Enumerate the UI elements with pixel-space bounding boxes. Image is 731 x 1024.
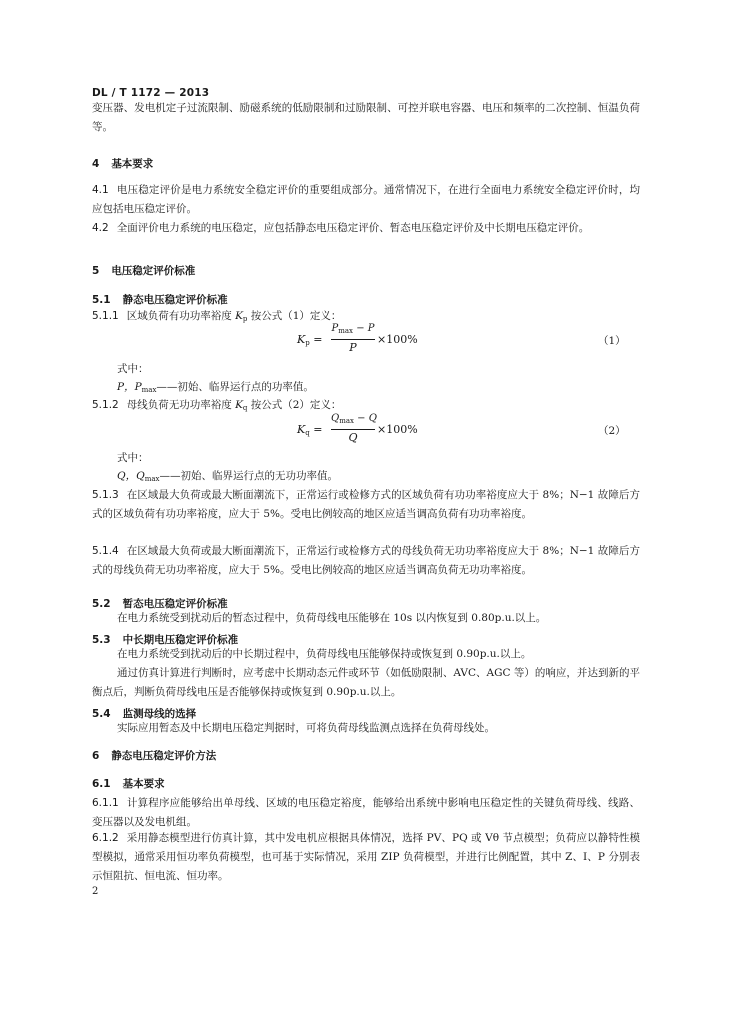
page-header: DL / T 1172 — 2013 xyxy=(92,87,210,99)
clause-text-post: 按公式（2）定义： xyxy=(247,399,342,411)
clause-text-pre: 母线负荷无功功率裕度 xyxy=(126,399,236,411)
clause-4-1 xyxy=(92,181,640,219)
page-number: 2 xyxy=(92,886,99,897)
clause-5-1-3 xyxy=(92,486,640,524)
section-number: 4 xyxy=(92,158,100,170)
eq-rhs: ×100% xyxy=(377,423,418,436)
clause-number: 6.1.1 xyxy=(92,797,119,809)
section-title: 基本要求 xyxy=(111,158,154,170)
section-title: 静态电压稳定评价方法 xyxy=(111,750,217,762)
section-title: 暂态电压稳定评价标准 xyxy=(122,598,228,610)
section-number: 5.1 xyxy=(92,294,111,306)
clause-6-1-1 xyxy=(92,794,640,832)
definition-1: P，$P_{max}——$初始、临界运行点的功率值。 xyxy=(117,381,314,394)
eq-denominator: Q xyxy=(348,431,358,444)
clause-5-4-text: 实际应用暂态及中长期电压稳定判据时，可将负荷母线监测点选择在负荷母线处。 xyxy=(117,722,495,734)
eq-rhs: ×100% xyxy=(377,333,418,346)
equation-1-label: （1） xyxy=(598,335,626,347)
clause-number: 4.1 xyxy=(92,184,109,196)
section-title: 电压稳定评价标准 xyxy=(111,265,196,277)
section-title: 中长期电压稳定评价标准 xyxy=(122,634,239,646)
eq-numerator: $P_{max} - P$ xyxy=(331,323,375,335)
section-number: 6.1 xyxy=(92,778,111,790)
section-number: 5 xyxy=(92,265,100,277)
symbol: K xyxy=(235,399,243,411)
section-title: 静态电压稳定评价标准 xyxy=(122,294,228,306)
clause-text-pre: 区域负荷有功功率裕度 xyxy=(126,310,236,322)
clause-text: 采用静态模型进行仿真计算，其中发电机应根据具体情况，选择 PV、PQ 或 Vθ 节点模型；负荷应以静特性模型模拟，通常采用恒功率负荷模型，也可基于实际情况，采用 ZIP 负荷模型，并进行比例配置，其中 Z、I、P 分别表示恒阻抗、恒电流、恒功率。 xyxy=(92,832,640,882)
clause-text: 电压稳定评价是电力系统安全稳定评价的重要组成部分。通常情况下，在进行全面电力系统安全稳定评价时，均应包括电压稳定评价。 xyxy=(92,184,640,215)
clause-number: 5.1.1 xyxy=(92,310,119,322)
section-5-heading xyxy=(92,263,195,278)
section-title: 基本要求 xyxy=(122,778,165,790)
clause-5-2-text: 在电力系统受到扰动后的暂态过程中，负荷母线电压能够在 10s 以内恢复到 0.80p.u.以上。 xyxy=(117,612,547,624)
intro-paragraph: 变压器、发电机定子过流限制、励磁系统的低励限制和过励限制、可控并联电容器、电压和频率的二次控制、恒温负荷等。 xyxy=(92,102,640,133)
symbol-sub: q xyxy=(242,404,248,412)
clause-text: 在区域最大负荷或最大断面潮流下，正常运行或检修方式的母线负荷无功功率裕度应大于 8%；N−1 故障后方式的母线负荷无功功率裕度，应大于 5%。受电比例较高的地区应适当调高负荷无功功率裕度。 xyxy=(92,545,640,576)
fraction-bar xyxy=(331,339,375,340)
eq-lhs-sub: q xyxy=(305,429,310,437)
eq-lhs: K xyxy=(297,423,306,436)
eq-fraction xyxy=(331,413,377,444)
clause-6-1-2 xyxy=(92,829,640,886)
clause-5-3-text-a: 在电力系统受到扰动后的中长期过程中，负荷母线电压能够保持或恢复到 0.90p.u.以上。 xyxy=(117,648,532,660)
clause-5-1-4 xyxy=(92,542,640,580)
clause-5-1-1 xyxy=(92,307,341,329)
symbol: K xyxy=(235,310,243,322)
clause-4-2 xyxy=(92,219,640,238)
section-6-heading xyxy=(92,748,216,763)
clause-number: 6.1.2 xyxy=(92,832,119,844)
section-4-heading xyxy=(92,156,153,171)
clause-number: 5.1.4 xyxy=(92,545,119,557)
eq-fraction xyxy=(331,323,375,354)
eq-numerator: $Q_{max} - Q$ xyxy=(331,413,377,425)
section-5-1-heading xyxy=(92,292,228,307)
definition-2: Q，$Q_{max}——$初始、临界运行点的无功功率值。 xyxy=(117,470,338,483)
clause-number: 4.2 xyxy=(92,222,109,234)
section-number: 5.4 xyxy=(92,708,111,720)
section-title: 监测母线的选择 xyxy=(122,708,197,720)
clause-5-1-2 xyxy=(92,396,341,418)
where-label-1: 式中： xyxy=(117,363,149,375)
eq-lhs: K xyxy=(297,333,306,346)
equation-2-label: （2） xyxy=(598,425,626,437)
section-number: 5.2 xyxy=(92,598,111,610)
clause-number: 5.1.2 xyxy=(92,399,119,411)
eq-lhs-sub: p xyxy=(305,339,310,347)
section-number: 5.3 xyxy=(92,634,111,646)
clause-text: 计算程序应能够给出单母线、区域的电压稳定裕度，能够给出系统中影响电压稳定性的关键负荷母线、线路、变压器以及发电机组。 xyxy=(92,797,640,828)
where-label-2: 式中： xyxy=(117,452,149,464)
symbol-sub: p xyxy=(242,315,248,323)
clause-text: 全面评价电力系统的电压稳定，应包括静态电压稳定评价、暂态电压稳定评价及中长期电压稳定评价。 xyxy=(116,222,590,234)
eq-denominator: P xyxy=(349,341,357,354)
clause-text-post: 按公式（1）定义： xyxy=(247,310,342,322)
section-number: 6 xyxy=(92,750,100,762)
clause-number: 5.1.3 xyxy=(92,489,119,501)
section-6-1-heading xyxy=(92,776,165,791)
fraction-bar xyxy=(331,429,375,430)
clause-text: 在区域最大负荷或最大断面潮流下，正常运行或检修方式的区域负荷有功功率裕度应大于 8%；N−1 故障后方式的区域负荷有功功率裕度，应大于 5%。受电比例较高的地区应适当调高负荷有功功率裕度。 xyxy=(92,489,640,520)
clause-5-3-text-b: 通过仿真计算进行判断时，应考虑中长期动态元件或环节（如低励限制、AVC、AGC 等）的响应，并达到新的平衡点后，判断负荷母线电压是否能够保持或恢复到 0.90p.u.以上。 xyxy=(92,667,640,698)
document-page: DL / T 1172 — 2013 变压器、发电机定子过流限制、励磁系统的低励限制和过励限制、可控并联电容器、电压和频率的二次控制、恒温负荷等。 4 基本要求 4.1 电压稳定评价是电力系统安全稳定评价的重要组成部分。通常情况下，在进行全面电力系统安全稳定评价时，均应包括电压稳定评价。 4.2 全面评价电力系统的电压稳定，应包括静态电压稳定评价、暂态电压稳定评价及中长期电压稳定评价。 5 电压稳定评价标准 5.1 静态电压稳定评价标准 5.1.1 区域负荷有功功率裕度 $K_p$ 按公式（1）定义： $K_p$ = $P_{max} - P$ P ×100% （1） 式中： P，$P_{max}——$初始、临界运行点的功率值。 5.1.2 母线负荷无功功率裕度 $K_q$ 按公式（2）定义： $K_q$ = $Q_{max} - Q$ Q ×100% （2） 式中： Q，$Q_{max}——$初始、临界运行点的无功功率值。 5.1.3 在区域最大负荷或最大断面潮流下，正常运行或检修方式的区域负荷有功功率裕度应大于 8%；N−1 故障后方式的区域负荷有功功率裕度，应大于 5%。受电比例较高的地区应适当调高负荷有功功率裕度。 5.1.4 在区域最大负荷或最大断面潮流下，正常运行或检修方式的母线负荷无功功率裕度应大于 8%；N−1 故障后方式的母线负荷无功功率裕度，应大于 5%。受电比例较高的地区应适当调高负荷无功功率裕度。 5.2 暂态电压稳定评价标准 在电力系统受到扰动后的暂态过程中，负荷母线电压能够在 10s 以内恢复到 0.80p.u.以上。 5.3 中长期电压稳定评价标准 在电力系统受到扰动后的中长期过程中，负荷母线电压能够保持或恢复到 0.90p.u.以上。 通过仿真计算进行判断时，应考虑中长期动态元件或环节（如低励限制、AVC、AGC 等）的响应，并达到新的平衡点后，判断负荷母线电压是否能够保持或恢复到 0.90p.u.以上。 5.4 监测母线的选择 实际应用暂态及中长期电压稳定判据时，可将负荷母线监测点选择在负荷母线处。 6 静态电压稳定评价方法 6.1 基本要求 6.1.1 计算程序应能够给出单母线、区域的电压稳定裕度，能够给出系统中影响电压稳定性的关键负荷母线、线路、变压器以及发电机组。 6.1.2 采用静态模型进行仿真计算，其中发电机应根据具体情况，选择 PV、PQ 或 Vθ 节点模型；负荷应以静特性模型模拟，通常采用恒功率负荷模型，也可基于实际情况，采用 ZIP 负荷模型，并进行比例配置，其中 Z、I、P 分别表示恒阻抗、恒电流、恒功率。 2 xyxy=(92,87,640,897)
